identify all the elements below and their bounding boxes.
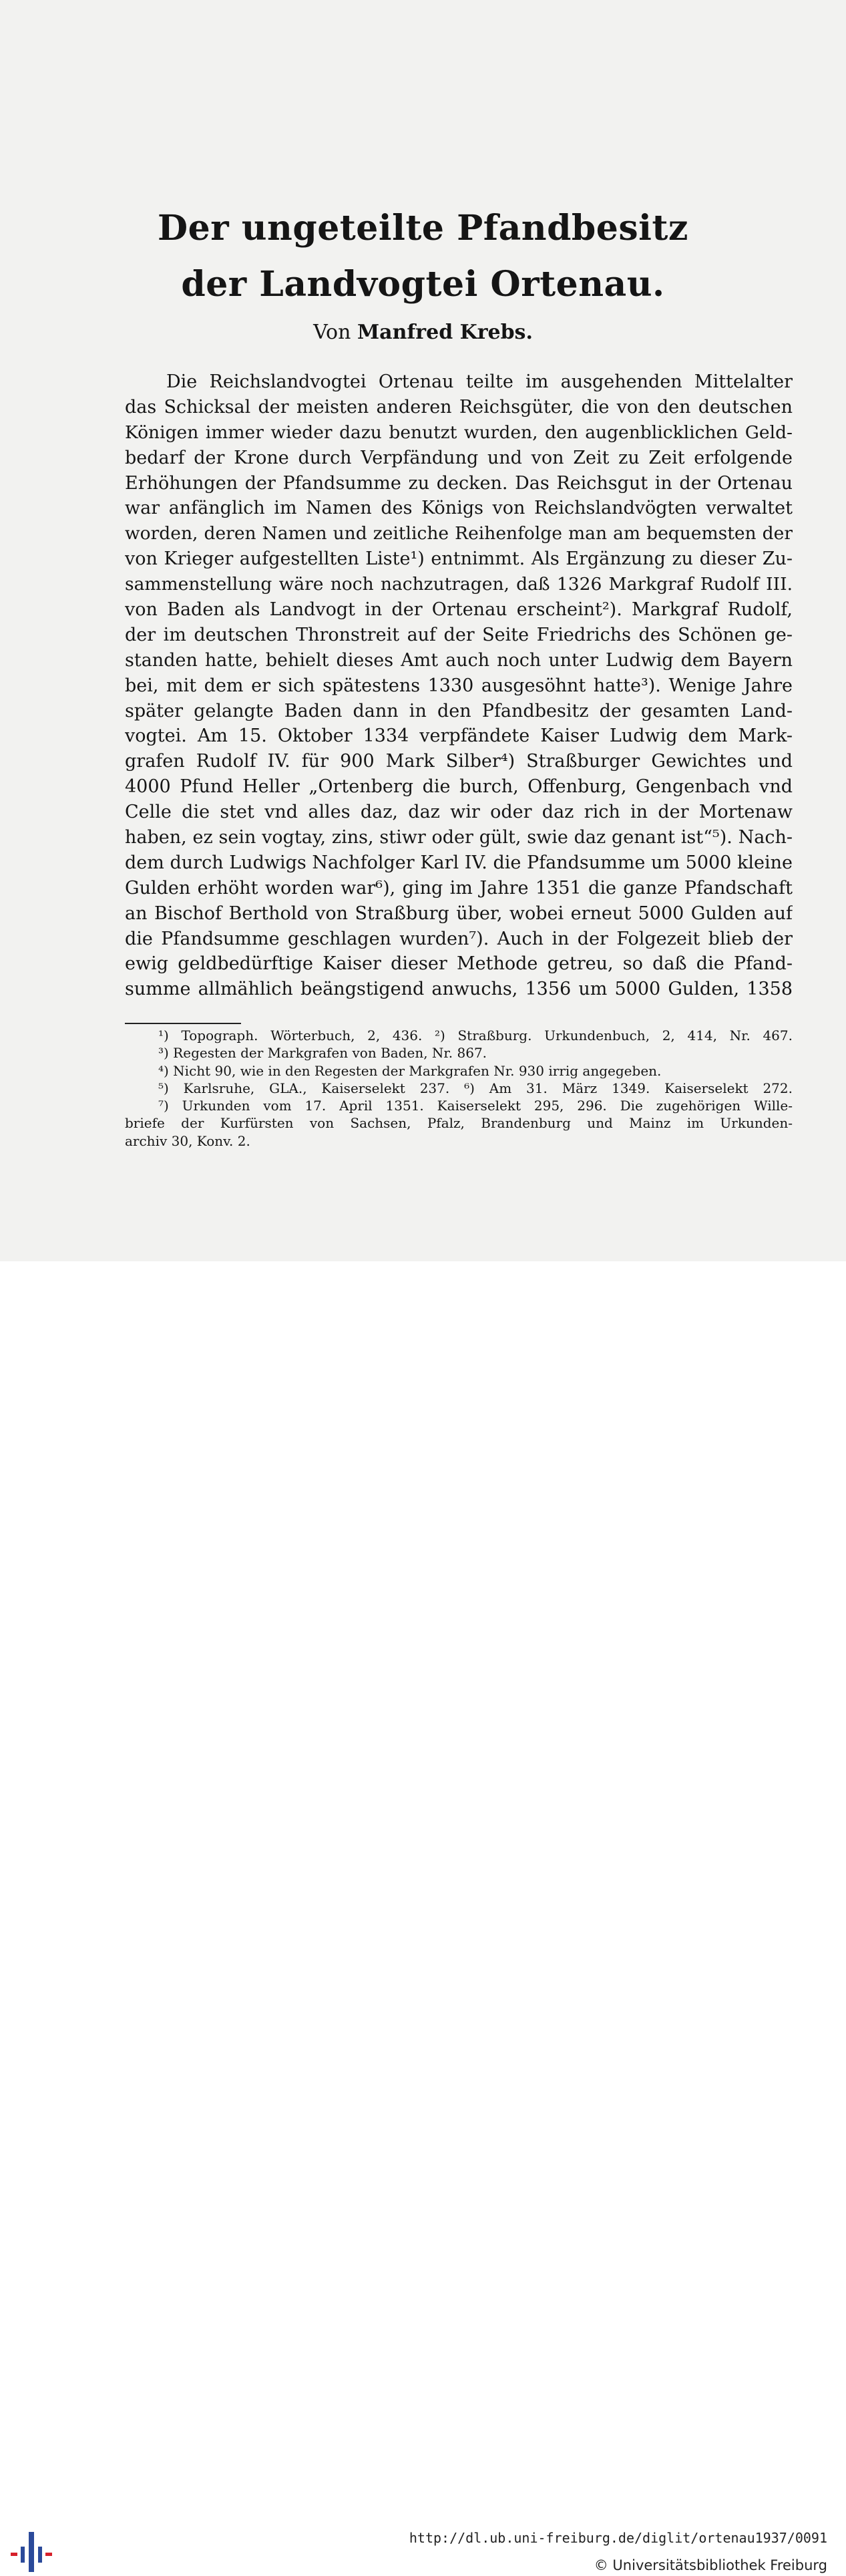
byline bbox=[0, 319, 846, 346]
viewer-footer bbox=[0, 1261, 846, 2573]
body-text-line: Erhöhungen der Pfandsumme zu decken. Das Reichsgut in der Ortenau bbox=[125, 472, 793, 494]
footnote-divider bbox=[125, 1023, 241, 1024]
body-text-line: bedarf der Krone durch Verpfändung und von Zeit zu Zeit erfolgende bbox=[125, 447, 793, 468]
footnote-line: ⁷) Urkunden vom 17. April 1351. Kaiserselekt 295, 296. Die zugehörigen Wille- bbox=[158, 1098, 793, 1114]
body-text-line: Celle die stet vnd alles daz, daz wir oder daz rich in der Mortenaw bbox=[125, 802, 793, 823]
footnote-line: briefe der Kurfürsten von Sachsen, Pfalz, Brandenburg und Mainz im Urkunden- bbox=[125, 1115, 793, 1132]
body-text-line: standen hatte, behielt dieses Amt auch noch unter Ludwig dem Bayern bbox=[125, 649, 793, 671]
body-text-line: haben, ez sein vogtay, zins, stiwr oder gült, swie daz genant ist“⁵). Nach- bbox=[125, 827, 793, 848]
body-text-line: der im deutschen Thronstreit auf der Seite Friedrichs des Schönen ge- bbox=[125, 624, 793, 645]
body-text-line: ewig geldbedürftige Kaiser dieser Methode getreu, so daß die Pfand- bbox=[125, 953, 793, 975]
footnote-line: ⁵) Karlsruhe, GLA., Kaiserselekt 237. ⁶) Am 31. März 1349. Kaiserselekt 272. bbox=[158, 1080, 793, 1096]
body-text-line: an Bischof Berthold von Straßburg über, wobei erneut 5000 Gulden auf bbox=[125, 903, 793, 924]
document-url[interactable]: http://dl.ub.uni-freiburg.de/diglit/ortenau1937/0091 bbox=[409, 2530, 827, 2546]
body-text-line: Königen immer wieder dazu benutzt wurden, den augenblicklichen Geld- bbox=[125, 422, 793, 443]
body-text-line: 4000 Pfund Heller „Ortenberg die burch, Offenburg, Gengenbach vnd bbox=[125, 776, 793, 798]
article-body bbox=[125, 369, 793, 1002]
article-title-line-1: Der ungeteilte Pfandbesitz bbox=[158, 208, 688, 249]
footnote-line: ⁴) Nicht 90, wie in den Regesten der Markgrafen Nr. 930 irrig angegeben. bbox=[158, 1062, 662, 1079]
footnote-line: ¹) Topograph. Wörterbuch, 2, 436. ²) Straßburg. Urkundenbuch, 2, 414, Nr. 467. bbox=[158, 1027, 793, 1043]
article-title-line-2: der Landvogtei Ortenau. bbox=[181, 264, 665, 305]
footnotes bbox=[125, 1027, 793, 1150]
byline-prefix: Von bbox=[313, 321, 351, 344]
body-text-line: bei, mit dem er sich spätestens 1330 ausgesöhnt hatte³). Wenige Jahre bbox=[125, 675, 793, 696]
body-text-line: später gelangte Baden dann in den Pfandbesitz der gesamten Land- bbox=[125, 700, 793, 721]
body-text-line: das Schicksal der meisten anderen Reichsgüter, die von den deutschen bbox=[125, 396, 793, 418]
body-text-line: von Krieger aufgestellten Liste¹) entnimmt. Als Ergänzung zu dieser Zu- bbox=[125, 548, 793, 570]
body-text-line: Die Reichslandvogtei Ortenau teilte im ausgehenden Mittelalter bbox=[166, 371, 793, 392]
body-text-line: grafen Rudolf IV. für 900 Mark Silber⁴) Straßburger Gewichtes und bbox=[125, 751, 793, 772]
body-text-line: war anfänglich im Namen des Königs von Reichslandvögten verwaltet bbox=[125, 498, 793, 519]
author-name: Manfred Krebs. bbox=[357, 321, 533, 344]
body-text-line: worden, deren Namen und zeitliche Reihenfolge man am bequemsten der bbox=[125, 523, 793, 544]
body-text-line: Gulden erhöht worden war⁶), ging im Jahre 1351 die ganze Pfandschaft bbox=[125, 877, 793, 899]
footnote-line: ³) Regesten der Markgrafen von Baden, Nr. 867. bbox=[158, 1045, 487, 1062]
body-text-line: summe allmählich beängstigend anwuchs, 1356 um 5000 Gulden, 1358 bbox=[125, 979, 793, 1000]
body-text-line: von Baden als Landvogt in der Ortenau erscheint²). Markgraf Rudolf, bbox=[125, 599, 793, 621]
body-text-line: dem durch Ludwigs Nachfolger Karl IV. die Pfandsumme um 5000 kleine bbox=[125, 852, 793, 873]
body-text-line: die Pfandsumme geschlagen wurden⁷). Auch in der Folgezeit blieb der bbox=[125, 928, 793, 949]
copyright-notice: © Universitätsbibliothek Freiburg bbox=[594, 2557, 827, 2573]
ub-freiburg-logo-icon bbox=[11, 2527, 52, 2576]
body-text-line: vogtei. Am 15. Oktober 1334 verpfändete Kaiser Ludwig dem Mark- bbox=[125, 726, 793, 747]
document-page bbox=[0, 0, 846, 1261]
body-text-line: sammenstellung wäre noch nachzutragen, daß 1326 Markgraf Rudolf III. bbox=[125, 574, 793, 595]
footnote-line: archiv 30, Konv. 2. bbox=[125, 1132, 250, 1149]
